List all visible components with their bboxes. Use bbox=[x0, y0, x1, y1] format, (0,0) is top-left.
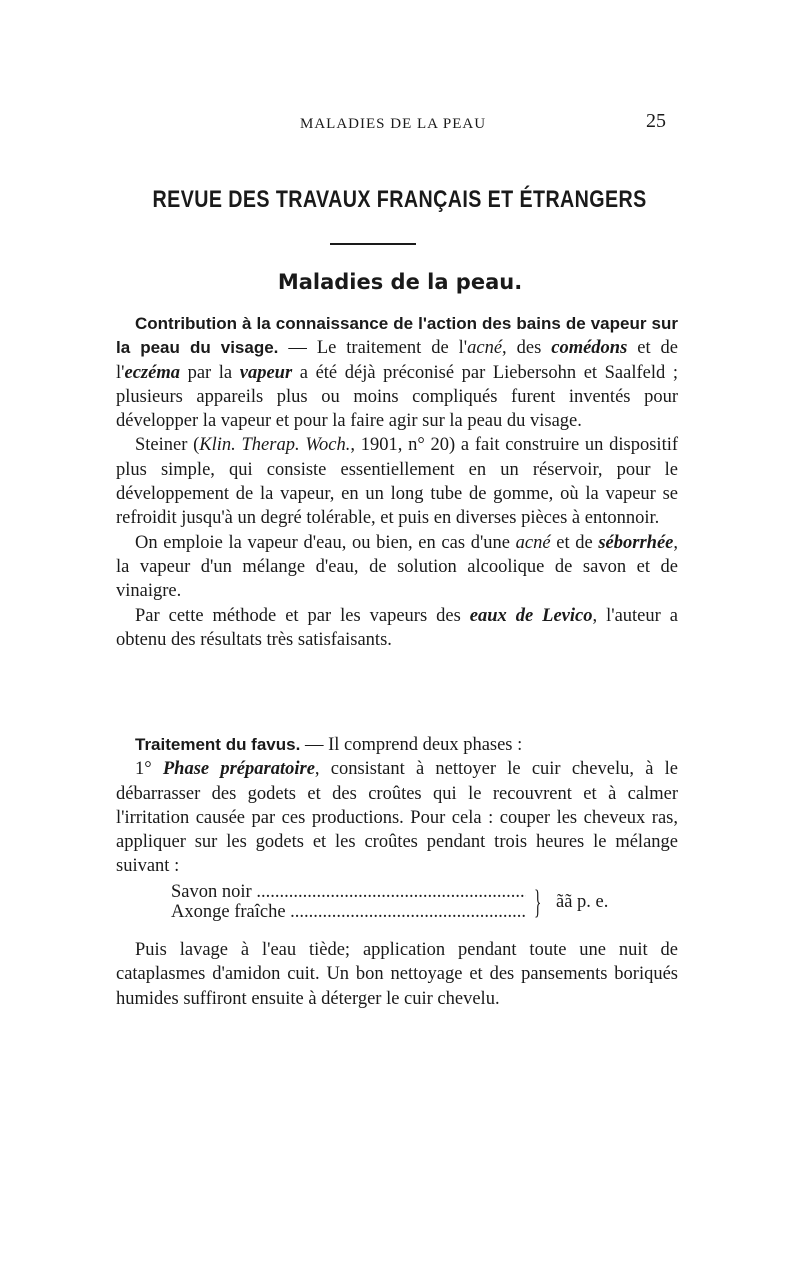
formula-row bbox=[171, 900, 526, 924]
text-span: , la vapeur d'un mélange d'eau, de solution alcoolique de savon et de vinaigre. bbox=[116, 532, 679, 602]
text-span: — Le traitement de l' bbox=[278, 338, 468, 359]
text-span: Phase préparatoire bbox=[162, 759, 315, 780]
text-span: a été déjà préconisé par Liebersohn et Saalfeld ; plusieurs appareils plus ou moins compliqués furent inventés pour développer la vapeur et pour la faire agir sur la peau du visage. bbox=[116, 362, 678, 432]
title-rule bbox=[330, 243, 416, 245]
paragraph bbox=[116, 312, 678, 433]
article-steiner bbox=[116, 312, 678, 652]
paragraph bbox=[116, 604, 678, 653]
formula bbox=[116, 880, 678, 926]
text-span: et de bbox=[550, 532, 599, 553]
article-favus-continued bbox=[116, 938, 678, 1011]
paragraph bbox=[116, 433, 678, 530]
text-span: vapeur bbox=[239, 362, 293, 383]
text-span: acné bbox=[515, 532, 551, 553]
paragraph bbox=[116, 757, 678, 878]
text-span: Klin. Therap. Woch. bbox=[199, 435, 351, 456]
text-span: Par cette méthode et par les vapeurs des bbox=[135, 605, 470, 626]
page-number: 25 bbox=[646, 110, 666, 132]
article-title: Traitement du favus. bbox=[135, 735, 301, 754]
text-span: acné bbox=[467, 338, 503, 359]
running-head: MALADIES DE LA PEAU bbox=[300, 116, 487, 132]
text-span: eaux de Levico bbox=[469, 605, 593, 626]
paragraph bbox=[116, 938, 678, 1011]
text-span: , des bbox=[502, 338, 552, 359]
ingredient: Savon noir ..... bbox=[171, 880, 526, 904]
text-span: comédons bbox=[551, 338, 628, 359]
text-span: Puis lavage à l'eau tiède; application pendant toute une nuit de cataplasmes d'amidon cuit. Un bon nettoyage et des pansements boriqués humides suffiront ensuite à déterger le cuir chevelu. bbox=[116, 940, 678, 1009]
paragraph bbox=[116, 531, 678, 604]
text-span: eczéma bbox=[124, 362, 180, 383]
text-span: 1° bbox=[135, 759, 163, 780]
text-span: — Il comprend deux phases : bbox=[300, 735, 523, 755]
article-favus bbox=[116, 733, 678, 930]
text-span: , 1901, n° 20) a fait construire un dispositif plus simple, qui consiste essentiellement en un réservoir, pour le développement de la vapeur, en un long tube de gomme, où la vapeur se refroidit jusqu'à un degré tolérable, et puis en diverses pièces à entonnoir. bbox=[116, 435, 679, 529]
ingredient: Axonge fraîche ..... bbox=[171, 900, 526, 924]
brace: } bbox=[534, 883, 542, 921]
text-span: par la bbox=[179, 362, 240, 383]
section-title: REVUE DES TRAVAUX FRANÇAIS ET ÉTRANGERS bbox=[152, 186, 647, 213]
text-span: et de l' bbox=[116, 338, 679, 383]
text-span: , l'auteur a obtenu des résultats très satisfaisants. bbox=[116, 605, 678, 650]
text-span: On emploie la vapeur d'eau, ou bien, en cas d'une bbox=[135, 532, 516, 553]
text-span: , consistant à nettoyer le cuir chevelu, à le débarrasser des godets et des croûtes qui le recouvrent et à calmer l'irritation causée par ces productions. Pour cela : couper les cheveux ras, appliquer sur les godets et les croûtes pendant trois heures le mélange suivant : bbox=[116, 759, 678, 877]
article-title: Contribution à la connaissance de l'action des bains de vapeur sur la peau du visage. bbox=[116, 314, 678, 358]
text-span: séborrhée bbox=[598, 532, 674, 553]
subsection-title: Maladies de la peau. bbox=[277, 270, 523, 294]
paragraph bbox=[116, 733, 678, 757]
formula-quantity: ãã p. e. bbox=[556, 891, 609, 912]
text-span: Steiner ( bbox=[135, 435, 200, 456]
